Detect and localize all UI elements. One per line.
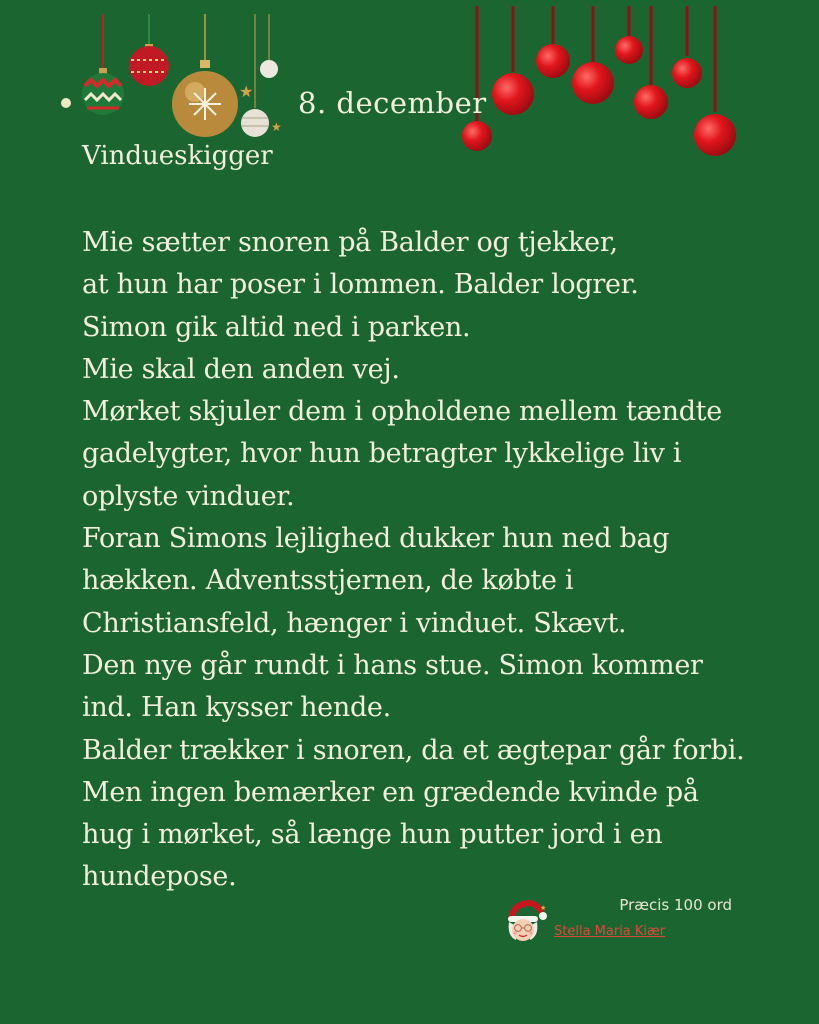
story-line: hug i mørket, så længe hun putter jord i en (82, 819, 663, 851)
author-link[interactable]: Stella Maria Kiær (554, 924, 666, 939)
author-signature (502, 896, 722, 946)
story-line: at hun har poser i lommen. Balder logrer. (82, 269, 639, 301)
story-text (82, 222, 772, 899)
story-line: Balder trækker i snoren, da et ægtepar går forbi. (82, 734, 745, 766)
story-line: oplyste vinduer. (82, 480, 295, 512)
story-line: Den nye går rundt i hans stue. Simon kommer (82, 649, 703, 681)
christmas-ornaments-left (55, 0, 295, 150)
red-baubles-right (455, 0, 745, 170)
word-count: Præcis 100 ord (619, 896, 732, 914)
story-line: Mørket skjuler dem i opholdene mellem tændte (82, 396, 722, 428)
story-line: Men ingen bemærker en grædende kvinde på (82, 776, 699, 808)
story-line: Foran Simons lejlighed dukker hun ned bag (82, 523, 670, 555)
date-heading: 8. december (298, 86, 487, 120)
story-line: hækken. Adventsstjernen, de købte i (82, 565, 574, 597)
svg-text:★: ★ (540, 904, 547, 912)
santa-hat-avatar-icon (502, 896, 550, 944)
story-line: gadelygter, hvor hun betragter lykkelige liv i (82, 438, 682, 470)
svg-text:★: ★ (271, 120, 282, 134)
story-title: Vindueskigger (82, 141, 273, 171)
story-line: Mie skal den anden vej. (82, 353, 400, 385)
svg-text:★: ★ (239, 82, 254, 101)
story-line: hundepose. (82, 861, 237, 893)
story-line: Simon gik altid ned i parken. (82, 311, 471, 343)
story-line: Christiansfeld, hænger i vinduet. Skævt. (82, 607, 627, 639)
story-line: ind. Han kysser hende. (82, 692, 391, 724)
story-line: Mie sætter snoren på Balder og tjekker, (82, 227, 618, 258)
